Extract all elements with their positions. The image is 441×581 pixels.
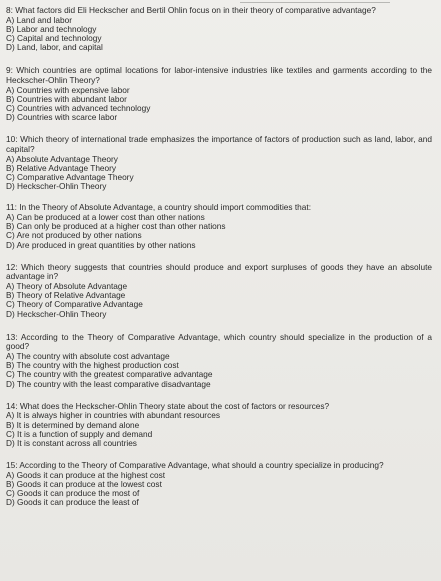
option-a: A) Land and labor [6,14,72,25]
option-a: A) Theory of Absolute Advantage [6,281,128,291]
option-c: C) Goods it can produce the most of [6,488,140,499]
question-13 [6,333,432,389]
option-a: A) Goods it can produce at the highest cost [6,469,166,480]
question-stem: 9: Which countries are optimal locations for labor-intensive industries like textiles and garments according to the Heckscher-Ohlin Theory? [6,65,432,85]
question-list [6,6,432,508]
question-10 [6,135,432,191]
question-stem: 10: Which theory of international trade emphasizes the importance of factors of production such as land, labor, and capital? [6,134,432,154]
option-list [6,282,432,319]
option-c: C) Countries with advanced technology [6,103,151,113]
option-c: C) The country with the greatest comparative advantage [6,369,213,380]
option-b: B) Can only be produced at a higher cost than other nations [6,221,226,232]
option-c: C) Theory of Comparative Advantage [6,299,143,310]
question-8 [6,6,432,52]
question-9 [6,66,432,122]
question-15 [6,461,432,507]
option-c: C) It is a function of supply and demand [6,428,153,439]
option-list [6,411,432,448]
question-stem: 12: Which theory suggests that countries should produce and export surpluses of goods they have an absolute advantage in? [6,261,432,282]
option-d: D) It is constant across all countries [6,438,137,449]
option-b: B) The country with the highest production cost [6,360,179,371]
option-b: B) Relative Advantage Theory [6,162,117,173]
question-stem: 15: According to the Theory of Comparative Advantage, what should a country specialize in producing? [6,460,384,471]
option-d: D) Heckscher-Ohlin Theory [6,181,107,192]
option-a: A) It is always higher in countries with abundant resources [6,410,220,421]
question-14 [6,402,432,448]
option-b: B) Labor and technology [6,23,97,34]
option-d: D) The country with the least comparative disadvantage [6,378,211,389]
option-a: A) Countries with expensive labor [6,84,130,95]
option-list [6,213,432,250]
option-a: A) Absolute Advantage Theory [6,153,118,164]
option-list [6,16,432,53]
option-b: B) It is determined by demand alone [6,419,140,430]
option-b: B) Theory of Relative Advantage [6,290,126,301]
option-d: D) Heckscher-Ohlin Theory [6,308,107,319]
option-list [6,471,432,508]
option-c: C) Comparative Advantage Theory [6,172,134,182]
question-12 [6,263,432,319]
option-d: D) Goods it can produce the least of [6,497,139,508]
option-d: D) Land, labor, and capital [6,42,103,53]
option-list [6,155,432,192]
option-a: A) Can be produced at a lower cost than other nations [6,212,205,222]
question-stem: 14: What does the Heckscher-Ohlin Theory state about the cost of factors or resources? [6,400,330,411]
option-b: B) Goods it can produce at the lowest cost [6,479,162,490]
option-c: C) Capital and technology [6,33,102,43]
option-d: D) Are produced in great quantities by other nations [6,239,196,250]
question-stem: 13: According to the Theory of Comparative Advantage, which country should specialize in the production of a good? [6,331,432,352]
option-d: D) Countries with scarce labor [6,112,118,123]
option-b: B) Countries with abundant labor [6,93,127,104]
top-divider [240,2,390,3]
option-list [6,352,432,389]
option-a: A) The country with absolute cost advantage [6,351,170,361]
option-c: C) Are not produced by other nations [6,230,142,241]
question-stem: 8: What factors did Eli Heckscher and Bertil Ohlin focus on in their theory of comparative advantage? [6,5,376,15]
question-stem: 11: In the Theory of Absolute Advantage, a country should import commodities that: [6,202,312,213]
question-11 [6,203,432,249]
option-list [6,86,432,123]
